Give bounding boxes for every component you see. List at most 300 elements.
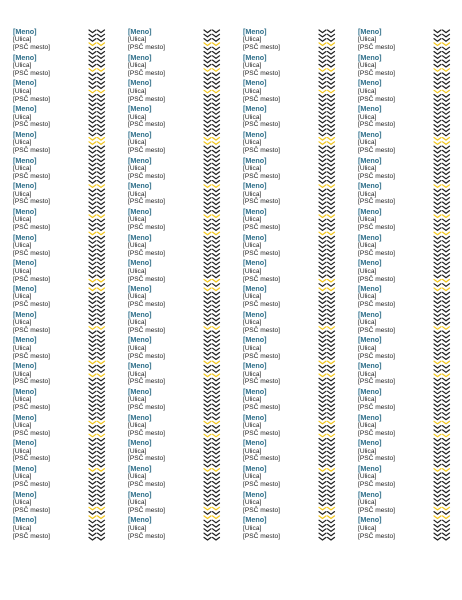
- chevron-mark: [89, 112, 96, 115]
- address-label[interactable]: [13, 28, 99, 54]
- chevron-mark: [434, 107, 441, 110]
- address-label[interactable]: [128, 131, 214, 157]
- address-label[interactable]: [128, 79, 214, 105]
- label-street: [Ulica]: [243, 62, 262, 70]
- chevron-mark: [98, 400, 105, 403]
- chevron-mark: [89, 60, 96, 63]
- chevron-mark: [434, 232, 441, 235]
- chevron-mark: [434, 142, 441, 145]
- address-label[interactable]: [13, 131, 99, 157]
- label-name: [Meno]: [13, 52, 37, 62]
- address-label[interactable]: [13, 259, 99, 285]
- chevron-mark: [319, 464, 326, 467]
- chevron-mark: [213, 60, 220, 63]
- chevron-mark: [89, 335, 96, 338]
- chevron-mark: [98, 86, 105, 89]
- chevron-mark: [443, 112, 450, 115]
- address-label[interactable]: [13, 516, 99, 542]
- chevron-mark: [213, 150, 220, 153]
- chevron-mark: [213, 224, 220, 227]
- chevron-mark: [328, 168, 335, 171]
- label-street: [Ulica]: [128, 216, 147, 224]
- chevron-mark: [213, 159, 220, 162]
- chevron-mark: [213, 365, 220, 368]
- chevron-mark: [319, 404, 326, 407]
- label-street: [Ulica]: [13, 499, 32, 506]
- chevron-mark: [204, 112, 211, 115]
- chevron-mark: [434, 275, 441, 278]
- address-label[interactable]: [243, 234, 329, 260]
- chevron-mark: [89, 172, 96, 175]
- address-label[interactable]: [13, 311, 99, 337]
- address-label[interactable]: [358, 491, 444, 517]
- chevron-mark: [328, 138, 335, 141]
- chevron-mark: [89, 232, 96, 235]
- chevron-mark: [328, 310, 335, 313]
- chevron-mark: [89, 228, 96, 231]
- chevron-mark: [213, 499, 220, 502]
- chevron-mark: [204, 516, 211, 519]
- label-street: [Ulica]: [128, 421, 147, 429]
- chevron-mark: [89, 146, 96, 149]
- address-label[interactable]: [13, 54, 99, 80]
- address-label[interactable]: [358, 439, 444, 465]
- chevron-mark: [328, 254, 335, 257]
- chevron-mark: [204, 116, 211, 119]
- chevron-mark: [98, 232, 105, 235]
- chevron-mark: [319, 99, 326, 102]
- address-label[interactable]: [243, 336, 329, 362]
- chevron-mark: [328, 30, 335, 33]
- chevron-mark: [204, 297, 211, 300]
- label-city: [PSČ mesto]: [128, 249, 166, 257]
- chevron-mark: [213, 318, 220, 321]
- chevron-mark: [328, 64, 335, 67]
- label-city: [PSČ mesto]: [128, 224, 166, 232]
- chevron-mark: [98, 413, 105, 416]
- chevron-mark: [443, 430, 450, 433]
- chevron-mark: [89, 301, 96, 304]
- address-label[interactable]: [358, 131, 444, 157]
- address-label[interactable]: [243, 54, 329, 80]
- label-city: [PSČ mesto]: [128, 121, 166, 129]
- label-street: [Ulica]: [243, 499, 262, 506]
- label-name: [Meno]: [13, 232, 37, 242]
- address-label[interactable]: [128, 336, 214, 362]
- chevron-mark: [89, 215, 96, 218]
- address-label[interactable]: [358, 208, 444, 234]
- label-name: [Meno]: [358, 361, 382, 371]
- chevron-mark: [328, 516, 335, 519]
- label-name: [Meno]: [13, 412, 37, 422]
- address-label[interactable]: [358, 54, 444, 80]
- chevron-mark: [98, 335, 105, 338]
- address-label[interactable]: [243, 311, 329, 337]
- chevron-mark: [328, 344, 335, 347]
- chevron-mark: [213, 353, 220, 356]
- chevron-mark: [319, 224, 326, 227]
- chevron-mark: [204, 533, 211, 536]
- address-label[interactable]: [358, 414, 444, 440]
- chevron-mark: [204, 460, 211, 463]
- address-label[interactable]: [358, 79, 444, 105]
- label-name: [Meno]: [358, 309, 382, 319]
- chevron-mark: [319, 90, 326, 93]
- chevron-mark: [89, 292, 96, 295]
- chevron-mark: [98, 267, 105, 270]
- chevron-mark: [213, 426, 220, 429]
- chevron-mark: [328, 236, 335, 239]
- label-street: [Ulica]: [13, 344, 32, 352]
- address-label[interactable]: [358, 336, 444, 362]
- chevron-mark: [213, 90, 220, 93]
- chevron-mark: [319, 185, 326, 188]
- chevron-mark: [89, 327, 96, 330]
- chevron-mark: [434, 331, 441, 334]
- label-city: [PSČ mesto]: [128, 481, 166, 489]
- chevron-mark: [204, 310, 211, 313]
- label-street: [Ulica]: [13, 216, 32, 224]
- address-label[interactable]: [358, 234, 444, 260]
- chevron-mark: [434, 318, 441, 321]
- chevron-mark: [443, 34, 450, 37]
- address-label[interactable]: [243, 362, 329, 388]
- chevron-mark: [89, 155, 96, 158]
- address-label[interactable]: [243, 516, 329, 542]
- chevron-mark: [443, 473, 450, 476]
- label-name: [Meno]: [358, 489, 382, 499]
- address-label[interactable]: [128, 259, 214, 285]
- label-street: [Ulica]: [128, 447, 147, 455]
- address-label[interactable]: [128, 285, 214, 311]
- label-city: [PSČ mesto]: [128, 95, 166, 103]
- chevron-mark: [434, 271, 441, 274]
- address-label[interactable]: [243, 157, 329, 183]
- chevron-mark: [328, 241, 335, 244]
- address-label[interactable]: [128, 311, 214, 337]
- chevron-mark: [204, 228, 211, 231]
- chevron-mark: [89, 189, 96, 192]
- chevron-mark: [319, 335, 326, 338]
- address-label[interactable]: [13, 388, 99, 414]
- address-label[interactable]: [358, 259, 444, 285]
- address-label[interactable]: [13, 208, 99, 234]
- chevron-mark: [319, 168, 326, 171]
- chevron-mark: [443, 529, 450, 532]
- chevron-mark: [89, 361, 96, 364]
- chevron-mark: [204, 374, 211, 377]
- address-label[interactable]: [13, 465, 99, 491]
- address-label[interactable]: [243, 182, 329, 208]
- chevron-mark: [443, 447, 450, 450]
- address-label[interactable]: [243, 414, 329, 440]
- chevron-mark: [213, 322, 220, 325]
- address-label[interactable]: [243, 79, 329, 105]
- chevron-mark: [98, 340, 105, 343]
- label-street: [Ulica]: [358, 190, 377, 198]
- address-label[interactable]: [243, 285, 329, 311]
- chevron-mark: [89, 69, 96, 72]
- label-street: [Ulica]: [358, 242, 377, 249]
- chevron-mark: [319, 413, 326, 416]
- chevron-mark: [98, 43, 105, 46]
- chevron-mark: [328, 391, 335, 394]
- chevron-mark: [204, 99, 211, 102]
- chevron-mark: [443, 258, 450, 261]
- address-label[interactable]: [358, 182, 444, 208]
- chevron-mark: [328, 353, 335, 356]
- label-street: [Ulica]: [128, 87, 147, 95]
- address-label[interactable]: [13, 439, 99, 465]
- chevron-mark: [89, 107, 96, 110]
- chevron-mark: [319, 258, 326, 261]
- chevron-mark: [98, 408, 105, 411]
- chevron-mark: [213, 73, 220, 76]
- address-label[interactable]: [128, 234, 214, 260]
- label-city: [PSČ mesto]: [128, 69, 166, 77]
- chevron-mark: [319, 112, 326, 115]
- chevron-mark: [319, 43, 326, 46]
- chevron-mark: [213, 82, 220, 85]
- chevron-mark: [443, 305, 450, 308]
- label-street: [Ulica]: [128, 319, 147, 327]
- label-street: [Ulica]: [243, 319, 262, 327]
- chevron-mark: [319, 486, 326, 489]
- chevron-mark: [443, 168, 450, 171]
- chevron-mark: [204, 224, 211, 227]
- address-label[interactable]: [128, 54, 214, 80]
- address-label[interactable]: [358, 28, 444, 54]
- chevron-mark: [204, 512, 211, 515]
- chevron-mark: [204, 378, 211, 381]
- chevron-mark: [434, 482, 441, 485]
- chevron-mark: [443, 439, 450, 442]
- address-label[interactable]: [243, 28, 329, 54]
- address-label[interactable]: [128, 516, 214, 542]
- chevron-mark: [213, 331, 220, 334]
- label-city: [PSČ mesto]: [13, 198, 51, 206]
- address-label[interactable]: [243, 465, 329, 491]
- address-label[interactable]: [243, 439, 329, 465]
- chevron-mark: [204, 503, 211, 506]
- label-street: [Ulica]: [358, 524, 377, 532]
- chevron-mark: [319, 64, 326, 67]
- chevron-mark: [434, 537, 441, 540]
- chevron-mark: [98, 228, 105, 231]
- address-label[interactable]: [128, 414, 214, 440]
- label-street: [Ulica]: [13, 190, 32, 198]
- chevron-mark: [443, 116, 450, 119]
- chevron-mark: [328, 490, 335, 493]
- address-label[interactable]: [358, 285, 444, 311]
- chevron-mark: [319, 516, 326, 519]
- label-street: [Ulica]: [243, 139, 262, 147]
- chevron-mark: [213, 348, 220, 351]
- chevron-mark: [443, 456, 450, 459]
- address-label[interactable]: [13, 336, 99, 362]
- chevron-mark: [328, 284, 335, 287]
- label-name: [Meno]: [358, 155, 382, 165]
- address-label[interactable]: [13, 491, 99, 517]
- label-street: [Ulica]: [243, 36, 262, 44]
- chevron-mark: [98, 533, 105, 536]
- chevron-mark: [213, 155, 220, 158]
- chevron-mark: [98, 262, 105, 265]
- chevron-mark: [98, 537, 105, 540]
- chevron-mark: [213, 533, 220, 536]
- chevron-mark: [98, 374, 105, 377]
- chevron-mark: [89, 460, 96, 463]
- address-label[interactable]: [13, 79, 99, 105]
- chevron-mark: [328, 146, 335, 149]
- address-label[interactable]: [358, 362, 444, 388]
- label-name: [Meno]: [358, 206, 382, 216]
- chevron-mark: [319, 129, 326, 132]
- label-name: [Meno]: [243, 386, 267, 396]
- address-label[interactable]: [13, 414, 99, 440]
- address-label[interactable]: [128, 208, 214, 234]
- chevron-mark: [89, 482, 96, 485]
- chevron-mark: [443, 353, 450, 356]
- chevron-mark: [328, 56, 335, 59]
- chevron-mark: [434, 198, 441, 201]
- address-label[interactable]: [358, 465, 444, 491]
- label-name: [Meno]: [243, 129, 267, 139]
- chevron-mark: [204, 473, 211, 476]
- address-label[interactable]: [13, 234, 99, 260]
- label-street: [Ulica]: [358, 139, 377, 147]
- chevron-mark: [204, 400, 211, 403]
- chevron-mark: [213, 69, 220, 72]
- chevron-mark: [204, 60, 211, 63]
- chevron-mark: [204, 322, 211, 325]
- chevron-mark: [434, 507, 441, 510]
- chevron-mark: [204, 206, 211, 209]
- address-label[interactable]: [243, 105, 329, 131]
- chevron-mark: [98, 301, 105, 304]
- address-label[interactable]: [243, 491, 329, 517]
- chevron-mark: [98, 211, 105, 214]
- chevron-mark: [89, 503, 96, 506]
- address-label[interactable]: [128, 182, 214, 208]
- chevron-mark: [319, 396, 326, 399]
- address-label[interactable]: [13, 285, 99, 311]
- address-label[interactable]: [243, 259, 329, 285]
- chevron-mark: [204, 507, 211, 510]
- chevron-mark: [434, 434, 441, 437]
- address-label[interactable]: [13, 362, 99, 388]
- chevron-mark: [328, 473, 335, 476]
- chevron-mark: [434, 30, 441, 33]
- chevron-mark: [328, 451, 335, 454]
- chevron-mark: [213, 168, 220, 171]
- chevron-mark: [434, 159, 441, 162]
- address-label[interactable]: [243, 388, 329, 414]
- chevron-mark: [204, 451, 211, 454]
- chevron-mark: [213, 219, 220, 222]
- chevron-mark: [98, 357, 105, 360]
- label-city: [PSČ mesto]: [243, 301, 281, 309]
- label-city: [PSČ mesto]: [243, 224, 281, 232]
- address-label[interactable]: [358, 311, 444, 337]
- chevron-mark: [213, 99, 220, 102]
- address-label[interactable]: [13, 182, 99, 208]
- chevron-mark: [98, 391, 105, 394]
- chevron-mark: [98, 125, 105, 128]
- chevron-mark: [98, 494, 105, 497]
- address-label[interactable]: [13, 105, 99, 131]
- address-label[interactable]: [128, 105, 214, 131]
- chevron-mark: [319, 482, 326, 485]
- chevron-mark: [319, 292, 326, 295]
- chevron-mark: [89, 120, 96, 123]
- chevron-mark: [213, 507, 220, 510]
- chevron-mark: [434, 284, 441, 287]
- label-city: [PSČ mesto]: [13, 224, 51, 232]
- chevron-mark: [434, 520, 441, 523]
- chevron-mark: [89, 499, 96, 502]
- chevron-mark: [98, 288, 105, 291]
- chevron-mark: [328, 52, 335, 55]
- chevron-mark: [204, 387, 211, 390]
- label-name: [Meno]: [13, 361, 37, 371]
- chevron-mark: [204, 426, 211, 429]
- chevron-mark: [89, 254, 96, 257]
- chevron-mark: [98, 417, 105, 420]
- chevron-mark: [89, 400, 96, 403]
- address-label[interactable]: [128, 157, 214, 183]
- chevron-mark: [443, 245, 450, 248]
- address-label[interactable]: [128, 439, 214, 465]
- chevron-mark: [213, 202, 220, 205]
- label-street: [Ulica]: [13, 524, 32, 532]
- chevron-mark: [328, 103, 335, 106]
- label-city: [PSČ mesto]: [358, 352, 396, 360]
- address-label[interactable]: [243, 208, 329, 234]
- chevron-mark: [89, 142, 96, 145]
- address-label[interactable]: [13, 157, 99, 183]
- label-name: [Meno]: [128, 361, 152, 371]
- chevron-mark: [89, 477, 96, 480]
- chevron-mark: [434, 421, 441, 424]
- chevron-mark: [89, 82, 96, 85]
- address-label[interactable]: [358, 157, 444, 183]
- chevron-mark: [443, 52, 450, 55]
- address-label[interactable]: [128, 362, 214, 388]
- address-label[interactable]: [128, 465, 214, 491]
- address-label[interactable]: [128, 28, 214, 54]
- chevron-mark: [204, 490, 211, 493]
- chevron-mark: [443, 64, 450, 67]
- chevron-mark: [328, 464, 335, 467]
- chevron-mark: [328, 335, 335, 338]
- chevron-mark: [443, 335, 450, 338]
- address-label[interactable]: [243, 131, 329, 157]
- address-label[interactable]: [358, 105, 444, 131]
- chevron-mark: [89, 202, 96, 205]
- chevron-mark: [204, 232, 211, 235]
- label-street: [Ulica]: [243, 87, 262, 95]
- chevron-mark: [204, 344, 211, 347]
- chevron-mark: [98, 456, 105, 459]
- chevron-mark: [89, 245, 96, 248]
- address-label[interactable]: [358, 516, 444, 542]
- label-city: [PSČ mesto]: [358, 429, 396, 437]
- address-label[interactable]: [358, 388, 444, 414]
- label-street: [Ulica]: [358, 216, 377, 224]
- address-label[interactable]: [128, 491, 214, 517]
- address-label[interactable]: [128, 388, 214, 414]
